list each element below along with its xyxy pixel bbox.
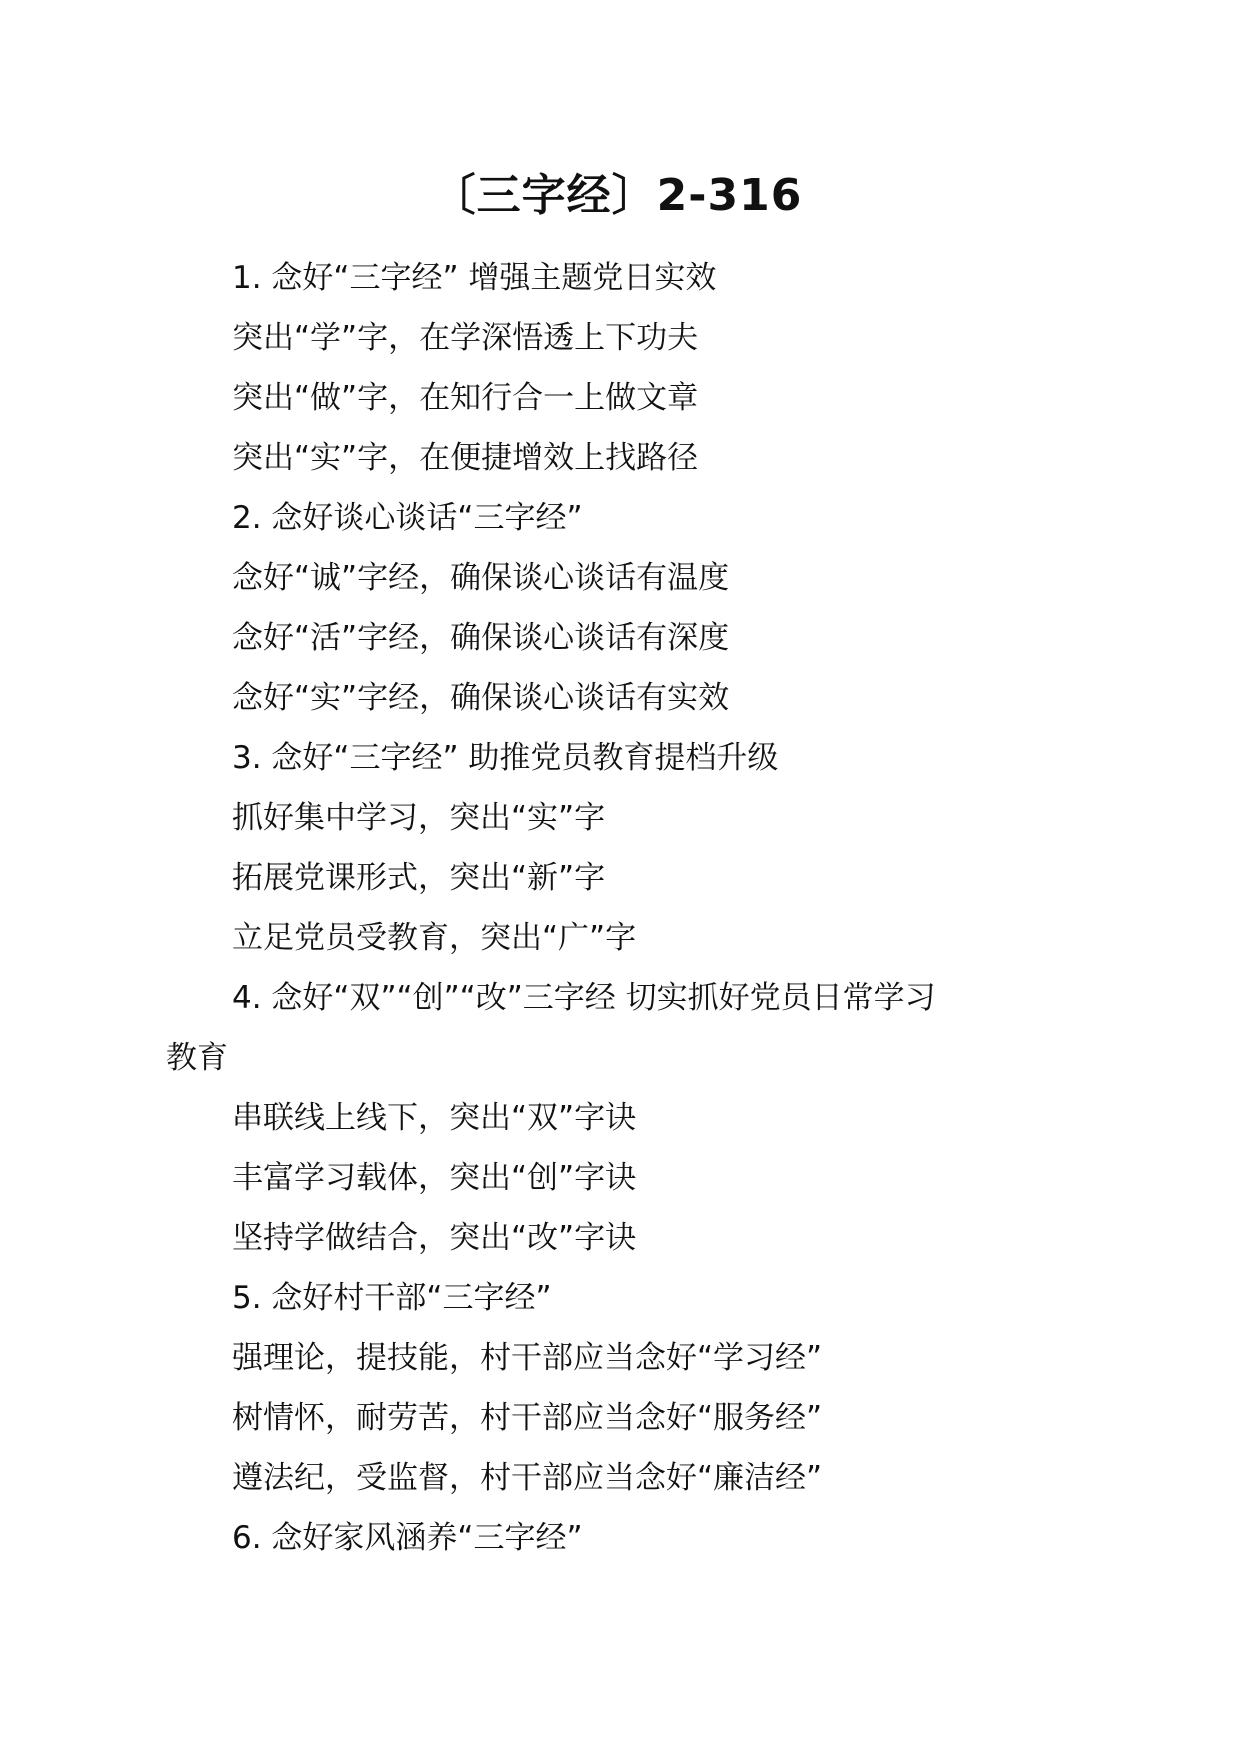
document-title: 〔三字经〕2-316 xyxy=(431,170,803,221)
section-heading-3: 3. 念好“三字经” 助推党员教育提档升级 xyxy=(232,740,779,776)
paragraph-line: 念好“实”字经，确保谈心谈话有实效 xyxy=(232,680,730,716)
document-body xyxy=(166,248,1106,1568)
section-heading-6: 6. 念好家风涵养“三字经” xyxy=(232,1520,583,1556)
paragraph-line: 突出“做”字，在知行合一上做文章 xyxy=(232,380,699,416)
paragraph-line: 立足党员受教育，突出“广”字 xyxy=(232,920,637,956)
paragraph-line: 念好“活”字经，确保谈心谈话有深度 xyxy=(232,620,730,656)
paragraph-line: 突出“实”字，在便捷增效上找路径 xyxy=(232,440,699,476)
paragraph-line: 强理论，提技能，村干部应当念好“学习经” xyxy=(232,1340,823,1376)
paragraph-line: 拓展党课形式，突出“新”字 xyxy=(232,860,606,896)
section-heading-1: 1. 念好“三字经” 增强主题党日实效 xyxy=(232,260,717,296)
paragraph-line: 抓好集中学习，突出“实”字 xyxy=(232,800,606,836)
paragraph-line: 突出“学”字，在学深悟透上下功夫 xyxy=(232,320,699,356)
paragraph-line: 坚持学做结合，突出“改”字诀 xyxy=(232,1220,637,1256)
paragraph-line: 念好“诚”字经，确保谈心谈话有温度 xyxy=(232,560,730,596)
paragraph-line: 树情怀，耐劳苦，村干部应当念好“服务经” xyxy=(232,1400,823,1436)
paragraph-line: 串联线上线下，突出“双”字诀 xyxy=(232,1100,637,1136)
section-heading-2: 2. 念好谈心谈话“三字经” xyxy=(232,500,583,536)
section-heading-4-continuation: 教育 xyxy=(166,1040,228,1076)
section-heading-5: 5. 念好村干部“三字经” xyxy=(232,1280,552,1316)
paragraph-line: 丰富学习载体，突出“创”字诀 xyxy=(232,1160,637,1196)
paragraph-line: 遵法纪，受监督，村干部应当念好“廉洁经” xyxy=(232,1460,823,1496)
section-heading-4: 4. 念好“双”“创”“改”三字经 切实抓好党员日常学习 xyxy=(232,980,936,1016)
